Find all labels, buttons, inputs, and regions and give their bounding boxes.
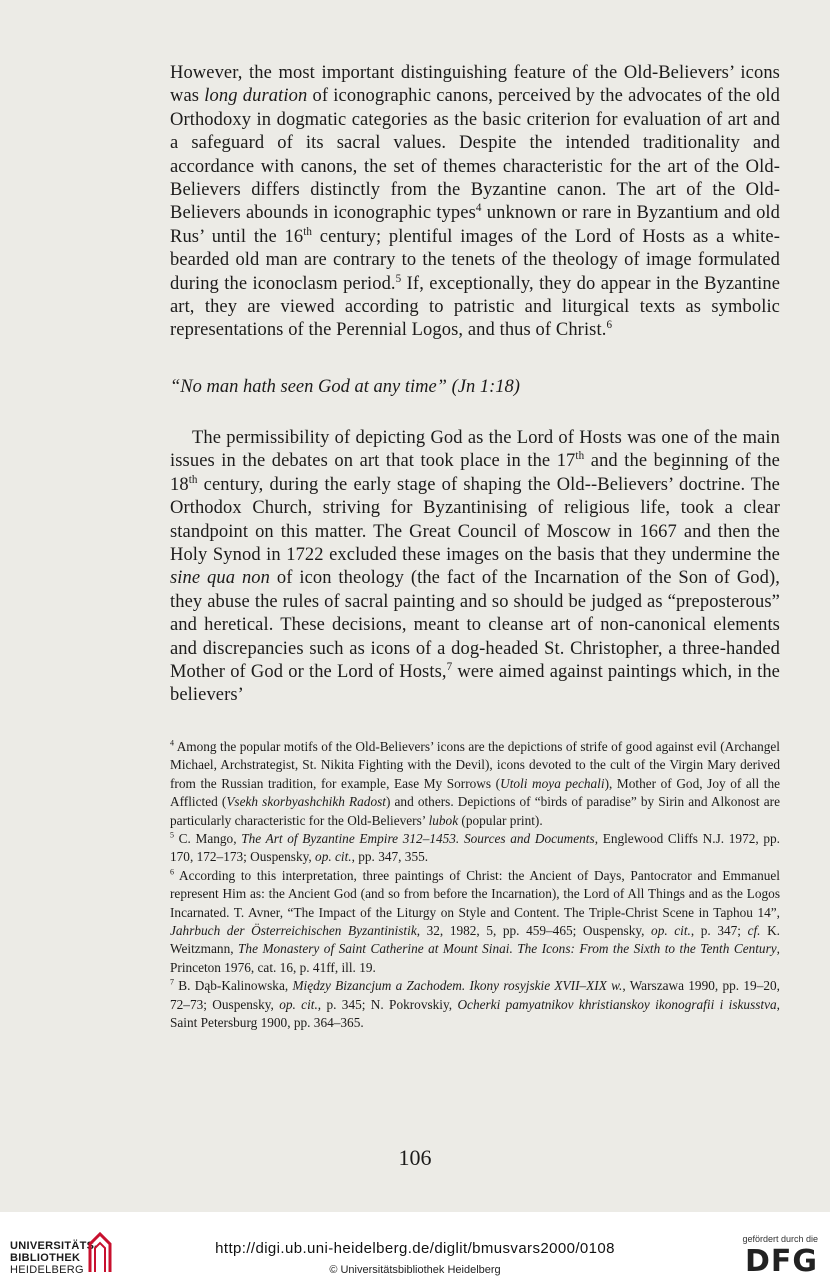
italic-run: Między Bizancjum a Zachodem. Ikony rosyjskie XVII–XIX w. bbox=[292, 978, 623, 994]
source-url-link[interactable]: http://digi.ub.uni-heidelberg.de/diglit/bmusvars2000/0108 bbox=[215, 1240, 615, 1257]
heading-reference: (Jn 1:18) bbox=[446, 377, 520, 397]
text-run: , p. 347; bbox=[690, 923, 748, 939]
italic-run: sine qua non bbox=[170, 568, 271, 589]
text-run: of iconographic canons, perceived by the advocates of the old Orthodoxy in dogmatic categories as the basic criterion for evaluation of art and a safeguard of its sacral values. Despite the intended traditionality and accordance with canons, the set of themes characteristic for the art of the Old-Believers differs distinctly from the Byzantine canon. The art of the Old-Believers abounds in iconographic types bbox=[170, 86, 781, 224]
italic-run: Utoli moya pechali bbox=[500, 775, 605, 791]
italic-run: lubok bbox=[428, 812, 459, 828]
text-run: , Princeton 1976, cat. 16, p. 41ff, ill. 19. bbox=[170, 941, 780, 975]
text-run: , Englewood Cliffs N.J. 1972, pp. 170, 172–173; Ouspensky, bbox=[170, 831, 780, 865]
footnote-number: 4 bbox=[170, 738, 174, 748]
page-number: 106 bbox=[398, 1145, 432, 1170]
text-run: , p. 345; N. Pokrovskiy, bbox=[317, 996, 458, 1012]
text-run: , 32, 1982, 5, pp. 459–465; Ouspensky, bbox=[416, 923, 652, 939]
italic-run: cf. bbox=[747, 923, 761, 939]
digitization-footer bbox=[0, 1212, 830, 1284]
italic-run: The Art of Byzantine Empire 312–1453. Sources and Documents bbox=[241, 831, 595, 847]
text-run: , Saint Petersburg 1900, pp. 364–365. bbox=[170, 996, 780, 1031]
text-run: The permissibility of depicting God as the Lord of Hosts was one of the main issues in the debates on art that took place in the 17 bbox=[170, 428, 780, 472]
italic-run: op. cit. bbox=[279, 996, 318, 1012]
footnote-ref-4[interactable]: 4 bbox=[475, 202, 482, 215]
footnote-7 bbox=[170, 977, 780, 1032]
footnote-number: 7 bbox=[170, 977, 174, 987]
copyright-notice: © Universitätsbibliothek Heidelberg bbox=[329, 1264, 501, 1276]
ordinal-suffix: th bbox=[575, 450, 585, 463]
ordinal-suffix: th bbox=[188, 473, 198, 486]
text-run: unknown or rare in Byzantium and old Rus’ until the 16 bbox=[170, 203, 781, 247]
italic-run: op. cit. bbox=[651, 923, 691, 939]
footnote-4 bbox=[170, 738, 780, 830]
footnote-5 bbox=[170, 830, 780, 867]
text-run: were aimed against paintings which, in the believers’ bbox=[170, 662, 780, 706]
text-run: If, exceptionally, they do appear in the Byzantine art, they are viewed according to patristic and liturgical texts as symbolic representations of the Perennial Logos, and thus of Christ. bbox=[170, 273, 780, 341]
footnote-number: 6 bbox=[170, 867, 174, 877]
paragraph-1 bbox=[170, 62, 780, 343]
footnote-6 bbox=[170, 867, 780, 977]
heading-quote: “No man hath seen God at any time” bbox=[170, 377, 447, 397]
text-run: ) and others. Depictions of “birds of paradise” by Sirin and Alkonost are particularly characteristic for the Old-Believers’ bbox=[170, 794, 780, 828]
italic-run: Vsekh skorbyashchikh Radost bbox=[226, 794, 386, 810]
text-run: According to this interpretation, three paintings of Christ: the Ancient of Days, Pantocrator and Emmanuel represent Him as: the Ancient God (and so from before the Incarnation), the Lord of All Things and as the Logos Incarnated. T. Avner, “The Impact of the Liturgy on Style and Content. The Triple-Christ Scene in Taphou 14”, bbox=[170, 867, 780, 920]
library-line: HEIDELBERG bbox=[10, 1264, 84, 1276]
footnote-ref-5[interactable]: 5 bbox=[395, 272, 402, 285]
text-run: century, during the early stage of shaping the Old--Believers’ doctrine. The Orthodox Church, striving for Byzantinising of religious life, took a clear standpoint on this matter. The Great Council of Moscow in 1667 and then the Holy Synod in 1722 excluded these images on the basis that they undermine the bbox=[170, 474, 780, 566]
text-run: (popular print). bbox=[458, 812, 543, 828]
library-line: BIBLIOTHEK bbox=[10, 1252, 81, 1264]
footnotes bbox=[170, 738, 780, 1033]
text-run: century; plentiful images of the Lord of Hosts as a white-bearded old man are contrary to the tenets of the theology of image formulated during the iconoclasm period. bbox=[170, 226, 780, 294]
italic-run: Jahrbuch der Österreichischen Byzantinistik bbox=[170, 923, 417, 939]
text-run: , pp. 347, 355. bbox=[351, 849, 429, 865]
italic-run: op. cit. bbox=[315, 849, 352, 865]
paragraph-2 bbox=[170, 427, 780, 708]
dfg-logo: DFG bbox=[744, 1244, 818, 1279]
ordinal-suffix: th bbox=[303, 225, 313, 238]
footnote-ref-7[interactable]: 7 bbox=[446, 660, 453, 673]
text-run: of icon theology (the fact of the Incarnation of the Son of God), they abuse the rules of sacral painting and so should be judged as “preposterous” and heretical. These decisions, meant to cleanse art of non-canonical elements and discrepancies such as icons of a dog-headed St. Christopher, a three-handed Mother of God or the Lord of Hosts, bbox=[170, 568, 780, 683]
text-run: ), Mother of God, Joy of all the Afflicted ( bbox=[170, 775, 780, 810]
funding-label: gefördert durch die bbox=[742, 1234, 818, 1244]
library-line: UNIVERSITÄTS- bbox=[10, 1240, 99, 1252]
section-heading bbox=[170, 375, 780, 399]
italic-run: Ocherki pamyatnikov khristianskoy ikonografii i iskusstva bbox=[457, 996, 777, 1012]
text-run: However, the most important distinguishing feature of the Old-Believers’ icons was bbox=[170, 63, 780, 107]
footnote-ref-6[interactable]: 6 bbox=[606, 319, 613, 332]
text-run: Among the popular motifs of the Old-Believers’ icons are the depictions of strife of good against evil (Archangel Michael, Archstrategist, St. Nikita Fighting with the Devil), icons devoted to the cult of the Virgin Mary derived from the Russian tradition, for example, Ease My Sorrows ( bbox=[170, 739, 780, 791]
text-run: C. Mango, bbox=[173, 831, 242, 847]
italic-run: The Monastery of Saint Catherine at Mount Sinai. The Icons: From the Sixth to the Tenth Century bbox=[238, 941, 777, 957]
text-run: , Warszawa 1990, pp. 19–20, 72–73; Ouspensky, bbox=[170, 978, 780, 1012]
footnote-number: 5 bbox=[170, 830, 174, 840]
text-run: and the beginning of the 18 bbox=[170, 451, 780, 495]
text-run: B. Dąb-Kalinowska, bbox=[173, 978, 293, 994]
italic-run: long duration bbox=[204, 86, 308, 107]
text-run: K. Weitzmann, bbox=[170, 923, 780, 957]
